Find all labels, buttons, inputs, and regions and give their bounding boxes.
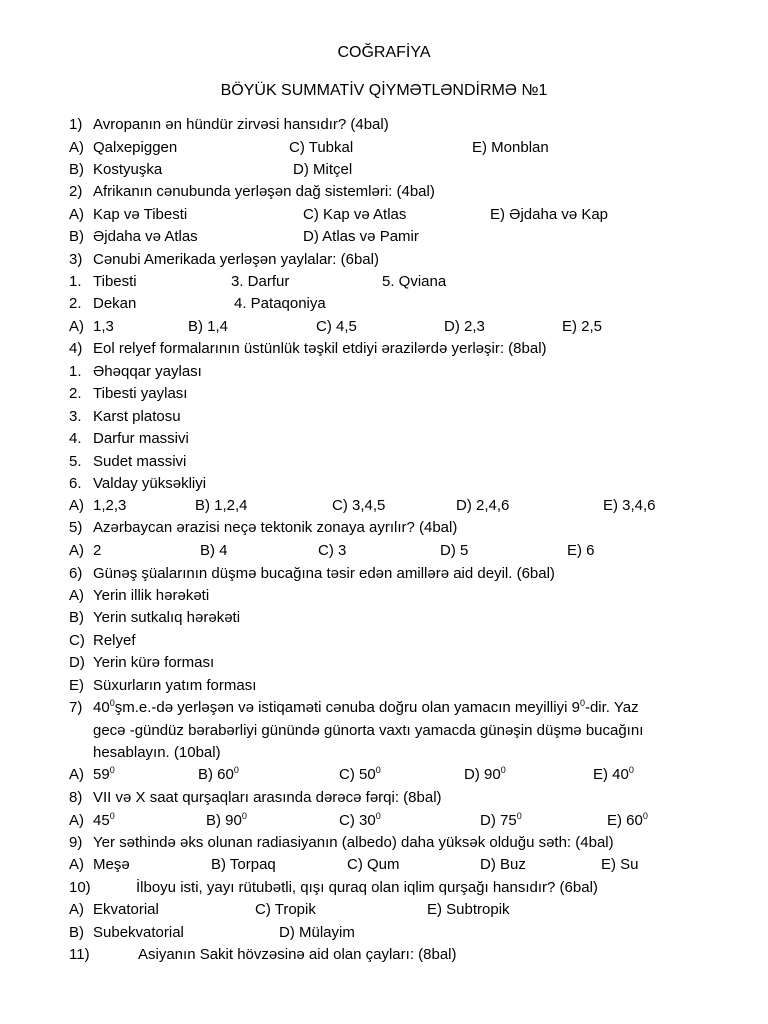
question-1: 1) Avropanın ən hündür zirvəsi hansıdır? (4bal)	[69, 116, 389, 133]
question-2: 2) Afrikanın cənubunda yerləşən dağ sistemləri: (4bal)	[69, 183, 435, 200]
question-10-options-a: A) Ekvatorial C) Tropik E) Subtropik	[69, 901, 510, 918]
question-1-options-b: B) Kostyuşka D) Mitçel	[69, 161, 353, 178]
question-4-item-6: 6. Valday yüksəkliyi	[69, 475, 207, 492]
question-5: 5) Azərbaycan ərazisi neçə tektonik zonaya ayrılır? (4bal)	[69, 519, 458, 536]
question-3-list-2: 2. Dekan 4. Pataqoniya	[69, 295, 326, 312]
question-4-item-4: 4. Darfur massivi	[69, 430, 189, 447]
question-6-option-d: D) Yerin kürə forması	[69, 654, 215, 671]
question-2-options-b: B) Əjdaha və Atlas D) Atlas və Pamir	[69, 228, 419, 245]
question-9-options: A) Meşə B) Torpaq C) Qum D) Buz E) Su	[69, 856, 639, 873]
question-10: 10) İlboyu isti, yayı rütubətli, qışı quraq olan iqlim qurşağı hansıdır? (6bal)	[69, 879, 598, 896]
question-6-option-c: C) Relyef	[69, 632, 136, 649]
question-6: 6) Günəş şüalarının düşmə bucağına təsir edən amillərə aid deyil. (6bal)	[69, 565, 555, 582]
question-7-line-1: 7) $40^0şm.e.-də$ yerləşən və istiqaməti cənuba doğru olan yamacın meyilliyi $9^0$-dir. Yaz	[69, 698, 639, 716]
question-4-options: A) 1,2,3 B) 1,2,4 C) 3,4,5 D) 2,4,6 E) 3,4,6	[69, 497, 656, 514]
question-3-options: A) 1,3 B) 1,4 C) 4,5 D) 2,3 E) 2,5	[69, 318, 603, 335]
question-4-item-5: 5. Sudet massivi	[69, 453, 187, 470]
question-7-line-2: gecə -gündüz bərabərliyi günündə günorta vaxtı yamacda günəşin düşmə bucağını	[93, 722, 644, 739]
question-3: 3) Cənubi Amerikada yerləşən yaylalar: (6bal)	[69, 251, 379, 268]
question-1-options-a: A) Qalxepiggen C) Tubkal E) Monblan	[69, 139, 549, 156]
question-5-options: A) 2 B) 4 C) 3 D) 5 E) 6	[69, 542, 595, 559]
question-6-option-a: A) Yerin illik hərəkəti	[69, 587, 210, 604]
page-subtitle: BÖYÜK SUMMATİV QİYMƏTLƏNDİRMƏ №1	[220, 82, 548, 99]
question-8-options: A) $45^0$ B) $90^0$ C) $30^0$ D) $75^0$ E) $60^0$	[69, 811, 648, 829]
question-11: 11) Asiyanın Sakit hövzəsinə aid olan çayları: (8bal)	[69, 946, 457, 963]
page-title: COĞRAFİYA	[337, 44, 431, 61]
question-10-options-b: B) Subekvatorial D) Mülayim	[69, 924, 355, 941]
question-6-option-e: E) Süxurların yatım forması	[69, 677, 257, 694]
question-4-item-2: 2. Tibesti yaylası	[69, 385, 188, 402]
question-4-item-1: 1. Əhəqqar yaylası	[69, 363, 202, 380]
question-3-list-1: 1. Tibesti 3. Darfur 5. Qviana	[69, 273, 447, 290]
question-4-item-3: 3. Karst platosu	[69, 408, 181, 425]
question-4: 4) Eol relyef formalarının üstünlük təşkil etdiyi ərazilərdə yerləşir: (8bal)	[69, 340, 547, 357]
question-7-options: A) $59^0$ B) $60^0$ C) $50^0$ D) $90^0$ E) $40^0$	[69, 765, 634, 783]
question-9: 9) Yer səthində əks olunan radiasiyanın (albedo) daha yüksək olduğu səth: (4bal)	[69, 834, 614, 851]
question-6-option-b: B) Yerin sutkalıq hərəkəti	[69, 609, 241, 626]
question-7-line-3: hesablayın. (10bal)	[93, 744, 221, 761]
question-2-options-a: A) Kap və Tibesti C) Kap və Atlas E) Əjdaha və Kap	[69, 206, 609, 223]
question-8: 8) VII və X saat qurşaqları arasında dərəcə fərqi: (8bal)	[69, 789, 442, 806]
